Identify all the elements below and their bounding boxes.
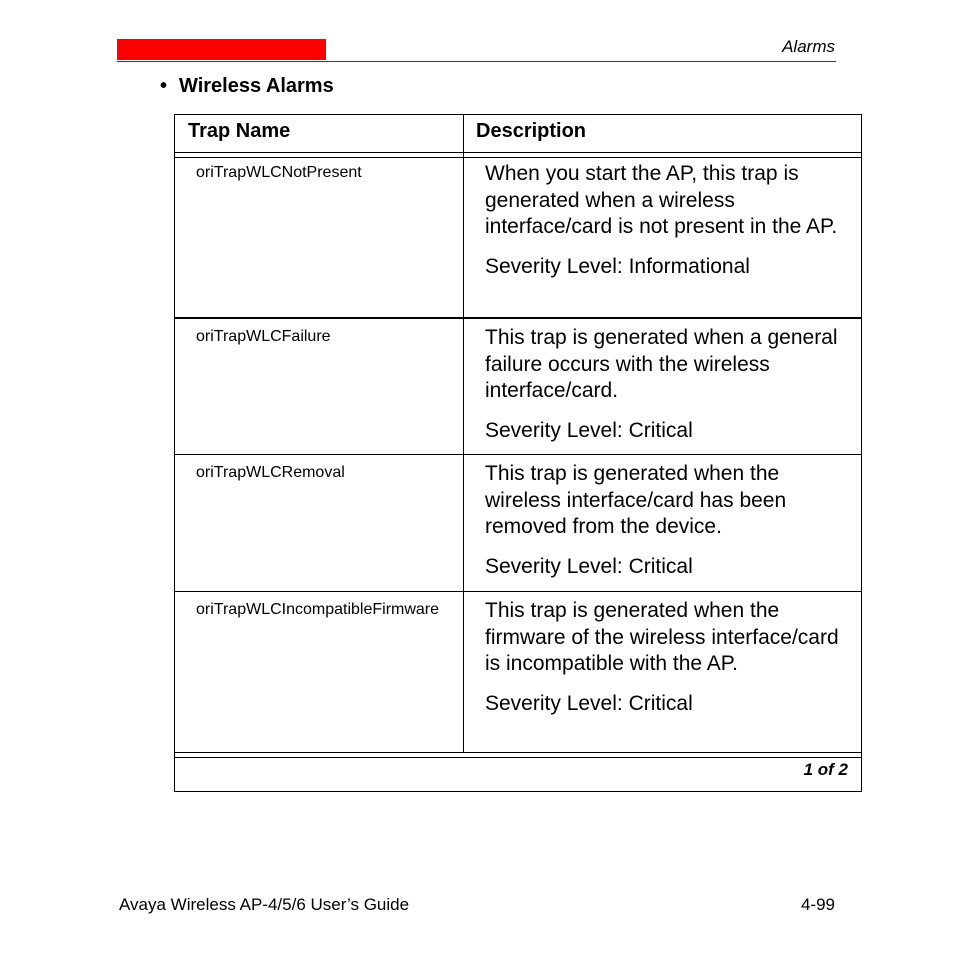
trap-name-cell: oriTrapWLCIncompatibleFirmware [196,601,440,618]
section-heading [160,75,334,98]
footer-document-title: Avaya Wireless AP-4/5/6 User’s Guide [119,895,410,914]
description-text: This trap is generated when the wireless interface/card has been removed from the device. [485,462,787,538]
header-rule-2 [174,157,862,158]
description-cell [485,461,845,580]
section-heading-text: Wireless Alarms [179,75,334,97]
header-rule [117,61,836,62]
row-divider [174,317,862,319]
column-divider [463,114,464,752]
trap-name-cell: oriTrapWLCRemoval [196,464,345,481]
description-text: This trap is generated when the firmware of the wireless interface/card is incompatible with the AP. [485,599,839,675]
header-rule-1 [174,152,862,153]
alarms-table [174,114,862,792]
severity-level: Severity Level: Critical [485,554,693,578]
severity-level: Severity Level: Informational [485,254,750,278]
header-accent-bar [117,39,326,60]
footer-rule-1 [174,752,862,753]
description-cell [485,161,845,280]
footer-rule-2 [174,757,862,758]
severity-level: Severity Level: Critical [485,691,693,715]
table-border-left [174,114,175,792]
description-text: When you start the AP, this trap is generated when a wireless interface/card is not present in the AP. [485,162,838,238]
table-border-bottom [174,791,862,792]
table-border-top [174,114,862,115]
footer-page-number: 4-99 [800,895,835,914]
table-border-right [861,114,862,792]
description-cell [485,325,845,444]
severity-level: Severity Level: Critical [485,418,693,442]
bullet-glyph: • [160,75,168,97]
trap-name-cell: oriTrapWLCFailure [196,328,331,345]
column-header-description: Description [476,120,587,142]
table-continuation-label: 1 of 2 [803,760,848,779]
row-divider [174,591,862,592]
running-header-section: Alarms [782,37,835,56]
column-header-trap-name: Trap Name [188,120,291,142]
trap-name-cell: oriTrapWLCNotPresent [196,164,362,181]
description-cell [485,598,845,717]
description-text: This trap is generated when a general failure occurs with the wireless interface/card. [485,326,838,402]
row-divider [174,454,862,455]
